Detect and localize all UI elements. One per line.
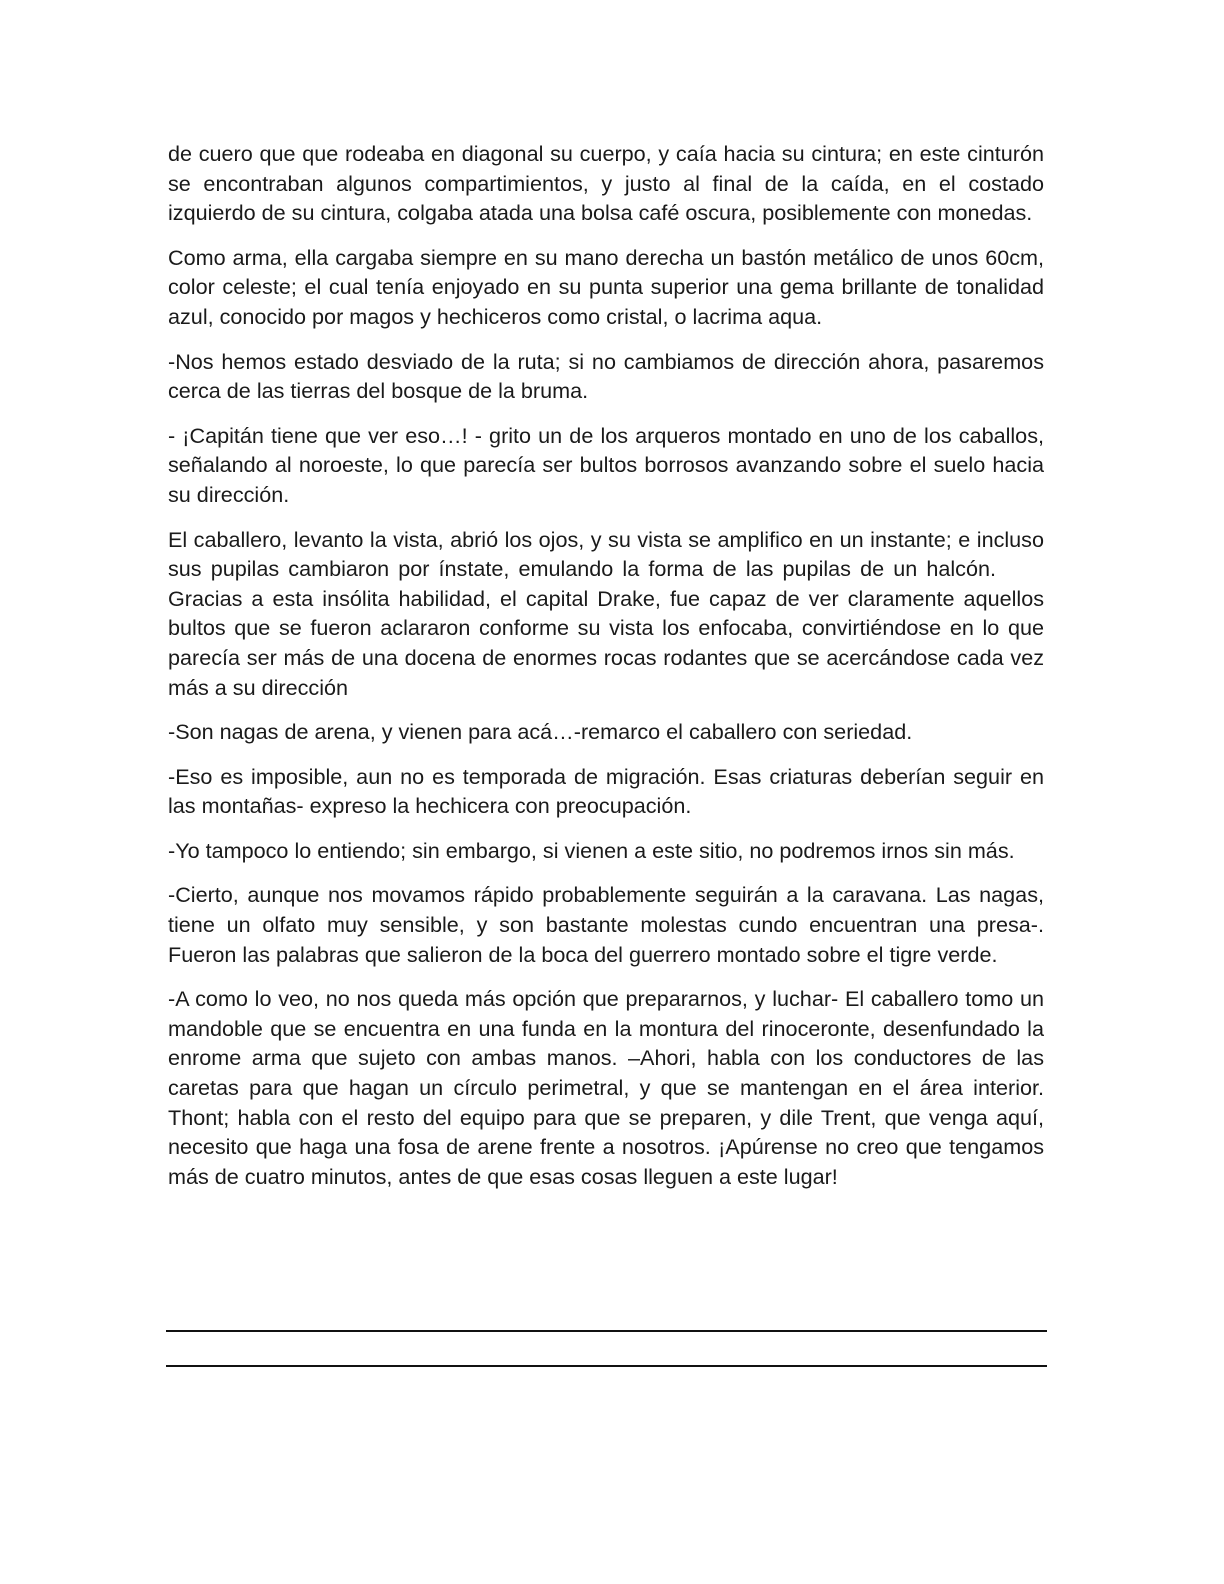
paragraph-weapon: Como arma, ella cargaba siempre en su mano derecha un bastón metálico de unos 60cm, color celeste; el cual tenía enjoyado en su punta superior una gema brillante de tonalidad azul, conocido por magos y hechiceros como cristal, o lacrima aqua. <box>168 244 1044 329</box>
paragraph-knight-vision-part1: El caballero, levanto la vista, abrió los ojos, y su vista se amplifico en un instante; e incluso sus pupilas cambiaron por ínstate, emulando la forma de las pupilas de un halcón. <box>168 526 1044 582</box>
paragraph-route: -Nos hemos estado desviado de la ruta; si no cambiamos de dirección ahora, pasaremos cerca de las tierras del bosque de la bruma. <box>168 348 1044 404</box>
paragraph-nagas: -Son nagas de arena, y vienen para acá…-remarco el caballero con seriedad. <box>168 719 913 745</box>
paragraph-prepare: -A como lo veo, no nos queda más opción que prepararnos, y luchar- El caballero tomo un mandoble que se encuentra en una funda en la montura del rinoceronte, desenfundado la enrome arma que sujeto con ambas manos. –Ahori, habla con los conductores de las caretas para que hagan un círculo perimetral, y que se mantengan en el área interior. Thont; habla con el resto del equipo para que se preparen, y dile Trent, que venga aquí, necesito que haga una fosa de arene frente a nosotros. ¡Apúrense no creo que tengamos más de cuatro minutos, antes de que esas cosas lleguen a este lugar! <box>168 986 1044 1189</box>
paragraph-archer: - ¡Capitán tiene que ver eso…! - grito un de los arqueros montado en uno de los caballos, señalando al noroeste, lo que parecía ser bultos borrosos avanzando sobre el suelo hacia su dirección. <box>168 422 1044 507</box>
paragraph-migration: -Eso es imposible, aun no es temporada de migración. Esas criaturas deberían seguir en las montañas- expreso la hechicera con preocupación. <box>168 763 1044 819</box>
horizontal-rule-bottom <box>166 1365 1047 1367</box>
paragraph-caravan: -Cierto, aunque nos movamos rápido probablemente seguirán a la caravana. Las nagas, tiene un olfato muy sensible, y son bastante molestas cundo encuentran una presa-. Fueron las palabras que salieron de la boca del guerrero montado sobre el tigre verde. <box>168 882 1044 967</box>
paragraph-belt: de cuero que que rodeaba en diagonal su cuerpo, y caía hacia su cintura; en este cinturón se encontraban algunos compartimientos, y justo al final de la caída, en el costado izquierdo de su cintura, colgaba atada una bolsa café oscura, posiblemente con monedas. <box>168 141 1044 226</box>
body-text <box>168 139 1044 1206</box>
paragraph-understand: -Yo tampoco lo entiendo; sin embargo, si vienen a este sitio, no podremos irnos sin más. <box>168 837 1015 863</box>
paragraph-knight-vision <box>168 525 1044 703</box>
horizontal-rule-top <box>166 1330 1047 1332</box>
paragraph-knight-vision-part2: Gracias a esta insólita habilidad, el capital Drake, fue capaz de ver claramente aquellos bultos que se fueron aclararon conforme su vista los enfocaba, convirtiéndose en lo que parecía ser más de una docena de enormes rocas rodantes que se acercándose cada vez más a su dirección <box>168 585 1044 700</box>
